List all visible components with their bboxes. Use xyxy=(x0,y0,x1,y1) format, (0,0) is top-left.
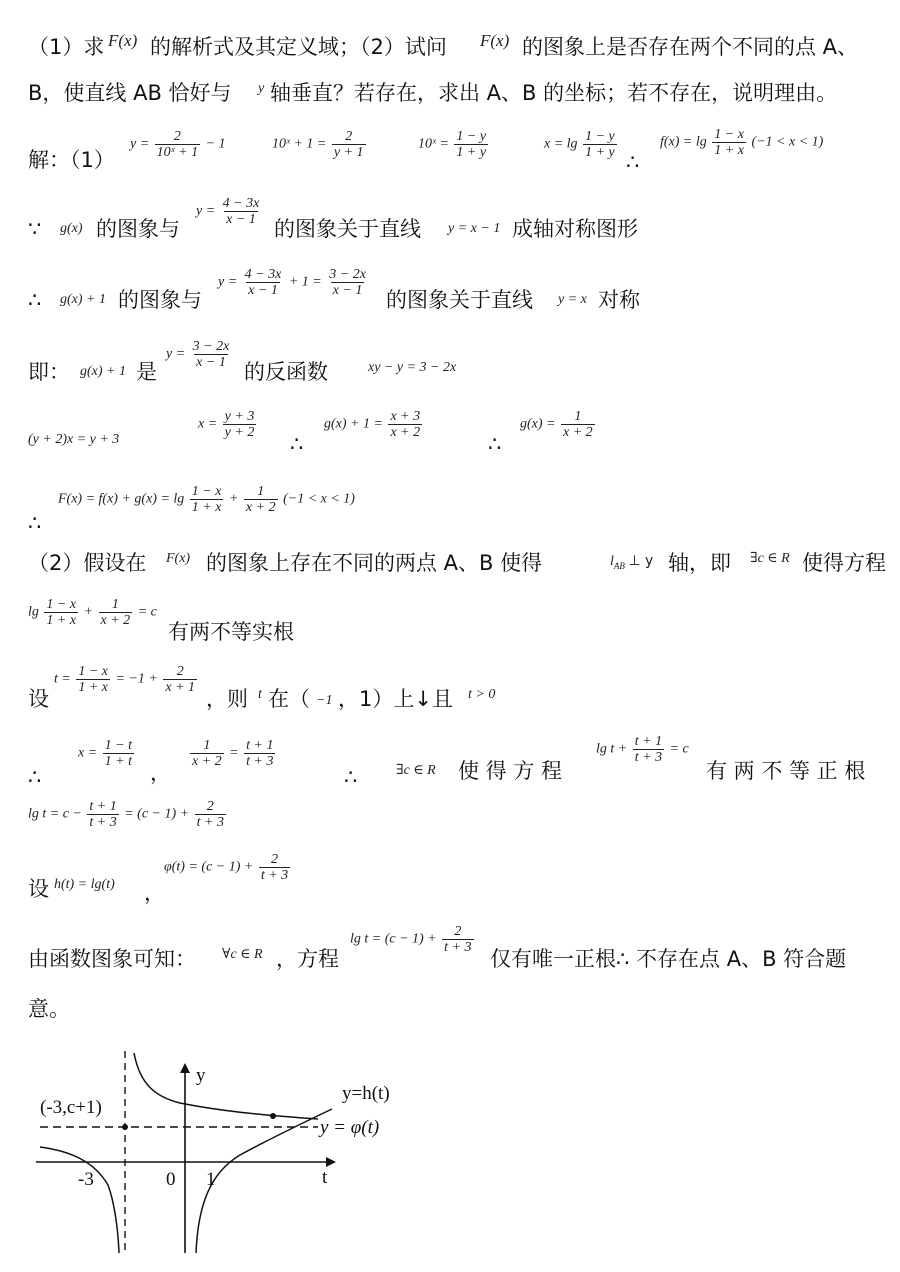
t-axis-arrow xyxy=(326,1157,336,1167)
equation: g(x) = $\frac{1}{x + 2}$ xyxy=(520,409,593,440)
text: 是 xyxy=(136,360,157,384)
solution-label: 解：（1） xyxy=(28,148,115,172)
phi-curve-left-branch xyxy=(40,1147,119,1253)
text: 的反函数 xyxy=(244,360,328,384)
equation: F(x) = f(x) + g(x) = lg $\frac{1 - x}{1 + x}$ + $\frac{1}{x + 2}$ (−1 < x < 1) xyxy=(58,484,355,515)
text: ，方程 xyxy=(276,947,339,971)
therefore-symbol: ∴ xyxy=(28,288,42,312)
because-symbol: ∵ xyxy=(28,217,42,241)
text: 的图象关于直线 xyxy=(274,217,421,241)
equation: y = $\frac{4 - 3x}{x - 1}$ + 1 = $\frac{3 - 2x}{x - 1}$ xyxy=(218,267,366,298)
phi-curve-right-branch xyxy=(134,1053,318,1119)
t-axis-label: t xyxy=(322,1167,328,1188)
math-gx: g(x) xyxy=(60,221,83,236)
math-gx-plus-1: g(x) + 1 xyxy=(80,364,126,379)
text: 意。 xyxy=(28,997,70,1021)
function-graph xyxy=(30,1045,430,1257)
equation: t = $\frac{1 - x}{1 + x}$ = −1 + $\frac{2}{x + 1}$ xyxy=(54,664,196,695)
math-neg1: −1 xyxy=(316,693,333,708)
text: 轴，即 xyxy=(668,551,731,575)
text: 在（ xyxy=(268,687,310,711)
therefore-symbol: ∴ xyxy=(344,765,358,789)
math-line: y = x − 1 xyxy=(448,221,501,236)
text: 的图象与 xyxy=(118,288,202,312)
math-y: y xyxy=(258,81,265,96)
text: 有 两 不 等 正 根 xyxy=(706,759,866,783)
equation: y = $\frac{4 - 3x}{x - 1}$ xyxy=(196,196,260,227)
equation: 10ˣ + 1 = $\frac{2}{y + 1}$ xyxy=(272,129,364,160)
equation: φ(t) = (c − 1) + $\frac{2}{t + 3}$ xyxy=(164,852,289,883)
equation: 10ˣ = $\frac{1 - y}{1 + y}$ xyxy=(418,129,487,160)
math-t: t xyxy=(258,687,262,702)
math-l: $l_{AB}$ ⊥ y xyxy=(610,553,654,571)
therefore-symbol: ∴ xyxy=(290,432,304,456)
text: 对称 xyxy=(598,288,640,312)
equation: y = $\frac{3 - 2x}{x - 1}$ xyxy=(166,339,230,370)
text: 的图象上存在不同的两点 A、B 使得 xyxy=(206,551,543,575)
therefore-symbol: ∴ xyxy=(488,432,502,456)
text: 设 xyxy=(28,687,49,711)
math-fx: F(x) xyxy=(480,31,510,50)
text: 有两不等实根 xyxy=(168,620,294,644)
text: 轴垂直？若存在，求出 A、B 的坐标；若不存在，说明理由。 xyxy=(270,81,838,105)
phi-curve-label: y = φ(t) xyxy=(320,1117,380,1138)
equation: lg $\frac{1 - x}{1 + x}$ + $\frac{1}{x + 2}$ = c xyxy=(28,597,157,628)
math-forall: ∀c ∈ R xyxy=(222,947,263,962)
equation: y = $\frac{2}{\text{10ˣ + 1}}$ − 1 xyxy=(130,129,226,160)
text: 的图象关于直线 xyxy=(386,288,533,312)
equation: lg t + $\frac{t + 1}{t + 3}$ = c xyxy=(596,734,689,765)
text: 使 得 方 程 xyxy=(458,759,563,783)
text: （1）求 xyxy=(28,35,105,59)
y-axis-arrow xyxy=(180,1063,190,1073)
therefore-symbol: ∴ xyxy=(28,511,42,535)
therefore-symbol: ∴ xyxy=(28,765,42,789)
equation: x = $\frac{y + 3}{y + 2}$ xyxy=(198,409,255,440)
equation: $\frac{1}{x + 2}$ = $\frac{t + 1}{t + 3}$ xyxy=(192,738,274,769)
tick-neg3: -3 xyxy=(78,1169,94,1190)
math-exists: ∃c ∈ R xyxy=(750,551,790,566)
equation: g(x) + 1 = $\frac{x + 3}{x + 2}$ xyxy=(324,409,421,440)
point-neg3-c1 xyxy=(122,1124,128,1130)
math-t-pos: t > 0 xyxy=(468,687,496,702)
text: 即： xyxy=(28,360,70,384)
math-fx: F(x) xyxy=(108,31,138,50)
equation: x = $\frac{1 - t}{1 + t}$ xyxy=(78,738,133,769)
tick-0: 0 xyxy=(166,1169,176,1190)
text: ， xyxy=(144,881,165,905)
text: 仅有唯一正根∴ 不存在点 A、B 符合题 xyxy=(490,947,847,971)
tick-1: 1 xyxy=(206,1169,216,1190)
math-h: h(t) = lg(t) xyxy=(54,877,115,892)
h-curve-label: y=h(t) xyxy=(342,1083,390,1104)
text: B，使直线 AB 恰好与 xyxy=(28,81,232,105)
math-line: y = x xyxy=(558,292,587,307)
text: 的图象上是否存在两个不同的点 A、 xyxy=(522,35,859,59)
text: 使得方程 xyxy=(802,551,886,575)
point-label: (-3,c+1) xyxy=(40,1097,102,1118)
text: 成轴对称图形 xyxy=(512,217,638,241)
h-curve xyxy=(196,1109,332,1253)
text: 的图象与 xyxy=(96,217,180,241)
text: ，则 xyxy=(206,687,248,711)
math-gx-plus-1: g(x) + 1 xyxy=(60,292,106,307)
text: 设 xyxy=(28,877,49,901)
y-axis-label: y xyxy=(196,1065,206,1086)
math-exists: ∃c ∈ R xyxy=(396,763,436,778)
text: 的解析式及其定义域；（2）试问 xyxy=(150,35,447,59)
math-fx: F(x) xyxy=(166,551,191,566)
equation: f(x) = lg $\frac{1 - x}{1 + x}$ (−1 < x < 1) xyxy=(660,127,824,158)
text: ， xyxy=(150,761,171,785)
text: ，1）上↓且 xyxy=(338,687,453,711)
equation: x = lg $\frac{1 - y}{1 + y}$ xyxy=(544,129,615,160)
equation: (y + 2)x = y + 3 xyxy=(28,432,120,447)
equation: lg t = c − $\frac{t + 1}{t + 3}$ = (c − 1) + $\frac{2}{t + 3}$ xyxy=(28,799,224,830)
intersection-point xyxy=(270,1113,276,1119)
text: （2）假设在 xyxy=(28,551,147,575)
text: 由函数图象可知： xyxy=(28,947,196,971)
therefore-symbol: ∴ xyxy=(626,150,640,174)
equation: lg t = (c − 1) + $\frac{2}{t + 3}$ xyxy=(350,924,472,955)
equation: xy − y = 3 − 2x xyxy=(368,360,457,375)
